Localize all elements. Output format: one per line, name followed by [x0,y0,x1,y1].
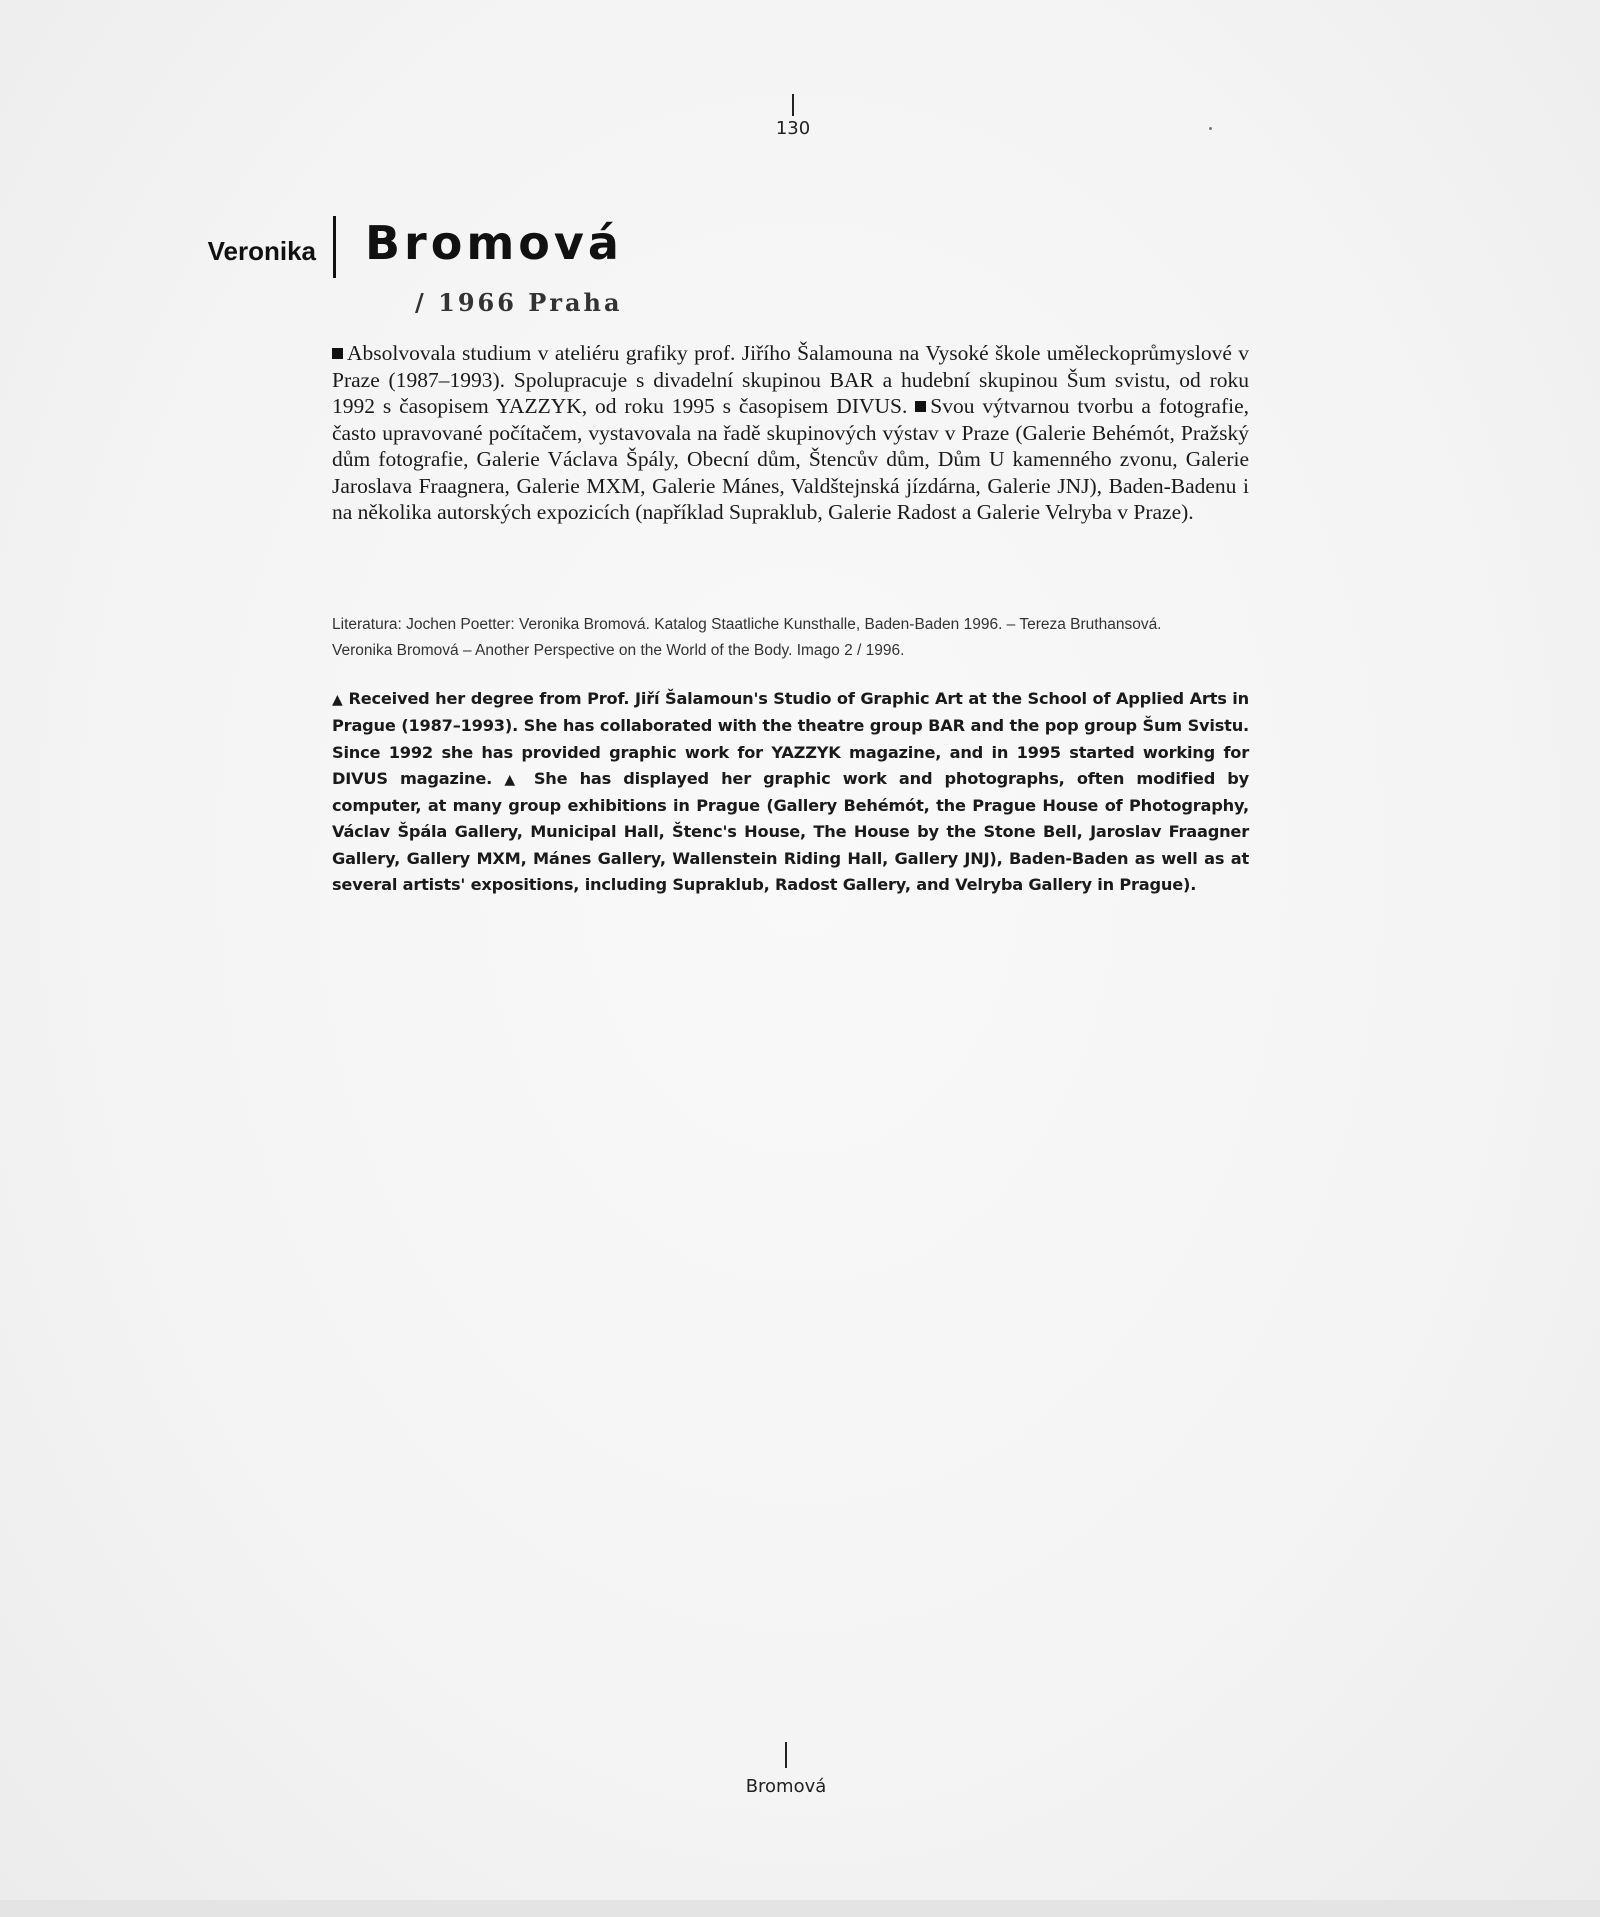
artist-last-name: Bromová [365,216,623,270]
page-number: 130 [775,118,811,139]
page-number-rule [792,94,794,116]
scan-speck [1209,127,1212,130]
square-bullet-icon [332,348,343,359]
literature-line-2: Veronika Bromová – Another Perspective on the World of the Body. Imago 2 / 1996. [332,642,905,659]
running-footer: Bromová [745,1776,827,1797]
artist-first-name: Veronika [207,236,316,266]
czech-biography [332,340,1249,526]
czech-bio-part-2: Svou výtvarnou tvorbu a fotografie, často upravované počítačem, vystavovala na řadě skupinových výstav v Praze (Galerie Behémót, Pražský dům fotografie, Galerie Václava Špály, Obecní dům, Štencův dům, Dům U kamenného zvonu, Galerie Jaroslava Fraagnera, Galerie MXM, Galerie Mánes, Valdštejnská jízdárna, Galerie JNJ), Baden-Badenu i na několika autorských expozicích (například Supraklub, Galerie Radost a Galerie Velryba v Praze). [332,394,1250,524]
english-biography [332,686,1249,898]
scan-edge [0,1900,1600,1917]
literature-line-1: Literatura: Jochen Poetter: Veronika Bromová. Katalog Staatliche Kunsthalle, Baden-Baden 1996. – Tereza Bruthansová. [332,616,1162,633]
footer-rule [785,1742,787,1768]
literature-references [332,612,1249,664]
triangle-bullet-icon: ▲ [504,771,522,788]
czech-bio-part-1: Absolvovala studium v ateliéru grafiky prof. Jiřího Šalamouna na Vysoké škole uměleckoprůmyslové v Praze (1987–1993). Spolupracuje s divadelní skupinou BAR a hudební skupinou Šum svistu, od roku 1992 s časopisem YAZZYK, od roku 1995 s časopisem DIVUS. [332,341,1249,418]
english-bio-part-2: She has displayed her graphic work and photographs, often modified by computer, at many group exhibitions in Prague (Gallery Behémót, the Prague House of Photography, Václav Špála Gallery, Municipal Hall, Štenc's House, The House by the Stone Bell, Jaroslav Fraagner Gallery, Gallery MXM, Mánes Gallery, Wallenstein Riding Hall, Gallery JNJ), Baden-Baden as well as at several artists' expositions, including Supraklub, Radost Gallery, and Velryba Gallery in Prague). [332,768,1250,895]
square-bullet-icon [915,401,926,412]
birth-year-place: / 1966 Praha [415,288,623,317]
triangle-bullet-icon: ▲ [332,692,343,708]
name-divider-rule [333,216,336,278]
english-bio-part-1: Received her degree from Prof. Jiří Šalamoun's Studio of Graphic Art at the School of Applied Arts in Prague (1987–1993). She has collaborated with the theatre group BAR and the pop group Šum Svistu. Since 1992 she has provided graphic work for YAZZYK magazine, and in 1995 started working for DIVUS magazine. [332,689,1249,788]
